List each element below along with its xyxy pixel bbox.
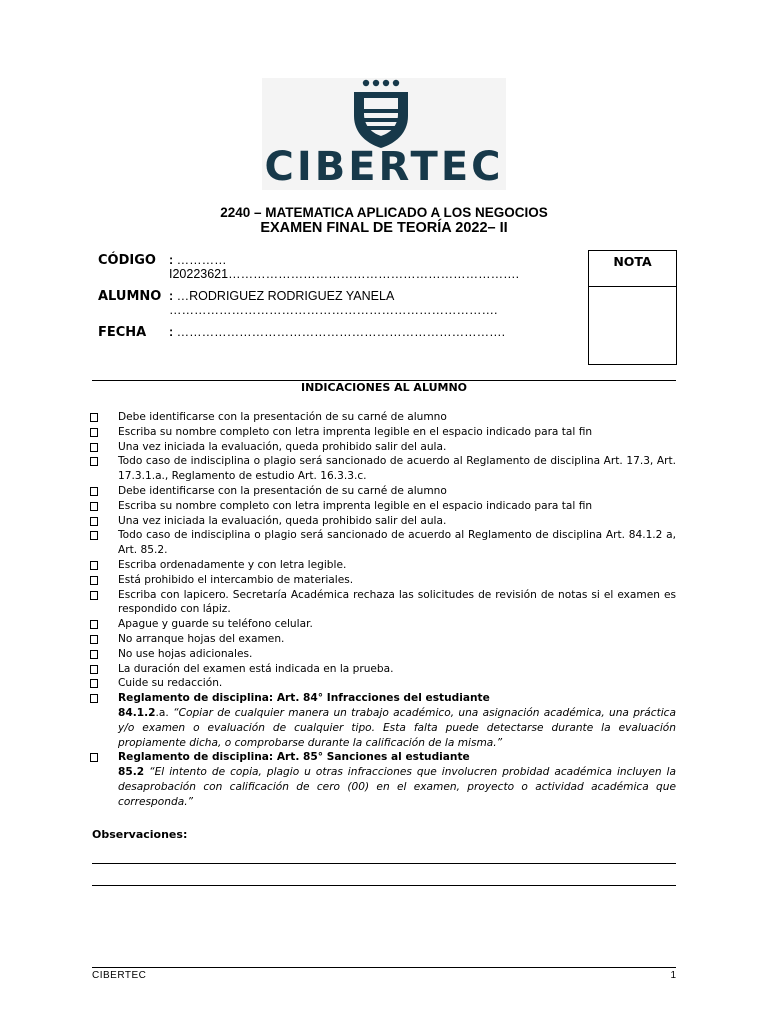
list-item: Escriba con lapicero. Secretaría Académica rechaza las solicitudes de revisión de notas si el examen es respondido con lápiz. [90, 588, 676, 618]
nota-label: NOTA [589, 251, 676, 287]
bullet-icon [90, 753, 98, 762]
art85-title: Reglamento de disciplina: Art. 85° Sanciones al estudiante [118, 751, 470, 764]
nota-box [588, 250, 677, 365]
list-item: Cuide su redacción. [90, 676, 676, 691]
list-item: Una vez iniciada la evaluación, queda prohibido salir del aula. [90, 514, 676, 529]
colon: : [169, 253, 174, 267]
alumno-value [169, 289, 394, 303]
bullet-icon [90, 561, 98, 570]
list-item: Debe identificarse con la presentación de su carné de alumno [90, 410, 676, 425]
bullet-icon [90, 487, 98, 496]
list-item-art84 [90, 691, 676, 750]
fecha-line1: ……………………………………………………………………. [176, 325, 506, 339]
codigo-label: CÓDIGO [98, 253, 156, 268]
page-number: 1 [670, 970, 676, 981]
course-title: 2240 – MATEMATICA APLICADO A LOS NEGOCIOS [220, 205, 548, 220]
list-item: Una vez iniciada la evaluación, queda prohibido salir del aula. [90, 440, 676, 455]
list-item: Escriba ordenadamente y con letra legible. [90, 558, 676, 573]
list-item: Escriba su nombre completo con letra imprenta legible en el espacio indicado para tal fin [90, 499, 676, 514]
bullet-icon [90, 413, 98, 422]
shield-crest-icon [352, 78, 410, 148]
codigo-value [169, 253, 227, 267]
bullet-icon [90, 502, 98, 511]
cibertec-logo [262, 78, 506, 190]
brand-name: CIBERTEC [264, 144, 504, 190]
list-item-art85 [90, 750, 676, 809]
bullet-icon [90, 517, 98, 526]
list-item: Está prohibido el intercambio de materiales. [90, 573, 676, 588]
indicaciones-title: INDICACIONES AL ALUMNO [300, 381, 467, 394]
observaciones-line [92, 885, 676, 886]
alumno-line1: …RODRIGUEZ RODRIGUEZ YANELA [176, 289, 395, 303]
art84-text: “Copiar de cualquier manera un trabajo académico, una asignación académica, una práctica y/o examen o evaluación de cualquier tipo. Esta falta puede detectarse durante la evaluación propiamente dicha, o comprobarse durante la calificación de la misma.” [118, 706, 676, 749]
observaciones-label: Observaciones: [92, 828, 188, 841]
codigo-line2: I20223621……………………………………………………………. [169, 267, 520, 281]
bullet-icon [90, 531, 98, 540]
bullet-icon [90, 635, 98, 644]
bullet-icon [90, 457, 98, 466]
observaciones-line [92, 863, 676, 864]
list-item: Debe identificarse con la presentación de su carné de alumno [90, 484, 676, 499]
bullet-icon [90, 443, 98, 452]
bullet-icon [90, 620, 98, 629]
art84-ref-suffix: .a. [155, 706, 169, 719]
alumno-label: ALUMNO [98, 289, 162, 304]
list-item: La duración del examen está indicada en la prueba. [90, 662, 676, 677]
bullet-icon [90, 679, 98, 688]
list-item: Apague y guarde su teléfono celular. [90, 617, 676, 632]
fecha-label: FECHA [98, 325, 147, 340]
colon: : [169, 289, 174, 303]
list-item: No arranque hojas del examen. [90, 632, 676, 647]
art85-text: “El intento de copia, plagio u otras infracciones que involucren probidad académica incluyen la desaprobación con calificación de cero (00) en el examen, proyecto o actividad académica que corresponda.” [118, 766, 676, 808]
list-item: Escriba su nombre completo con letra imprenta legible en el espacio indicado para tal fin [90, 425, 676, 440]
exam-title: EXAMEN FINAL DE TEORÍA 2022– II [260, 220, 508, 236]
alumno-line2: ……………………………………………………………………. [169, 303, 498, 317]
list-item: Todo caso de indisciplina o plagio será sancionado de acuerdo al Reglamento de disciplina Art. 17.3, Art. 17.3.1.a., Reglamento de estudio Art. 16.3.3.c. [90, 454, 676, 484]
art84-title: Reglamento de disciplina: Art. 84° Infracciones del estudiante [118, 692, 490, 705]
bullet-icon [90, 591, 98, 600]
fecha-value [169, 325, 505, 339]
bullet-icon [90, 650, 98, 659]
art84-ref: 84.1.2 [118, 706, 156, 719]
art85-ref: 85.2 [118, 766, 145, 779]
list-item: No use hojas adicionales. [90, 647, 676, 662]
bullet-icon [90, 576, 98, 585]
footer-divider [92, 967, 676, 968]
bullet-icon [90, 428, 98, 437]
footer-brand: CIBERTEC [92, 970, 147, 981]
bullet-icon [90, 665, 98, 674]
list-item: Todo caso de indisciplina o plagio será sancionado de acuerdo al Reglamento de disciplina Art. 84.1.2 a, Art. 85.2. [90, 528, 676, 558]
indicaciones-list [90, 410, 676, 810]
bullet-icon [90, 694, 98, 703]
colon: : [169, 325, 174, 339]
codigo-line1: ………… [176, 253, 227, 267]
